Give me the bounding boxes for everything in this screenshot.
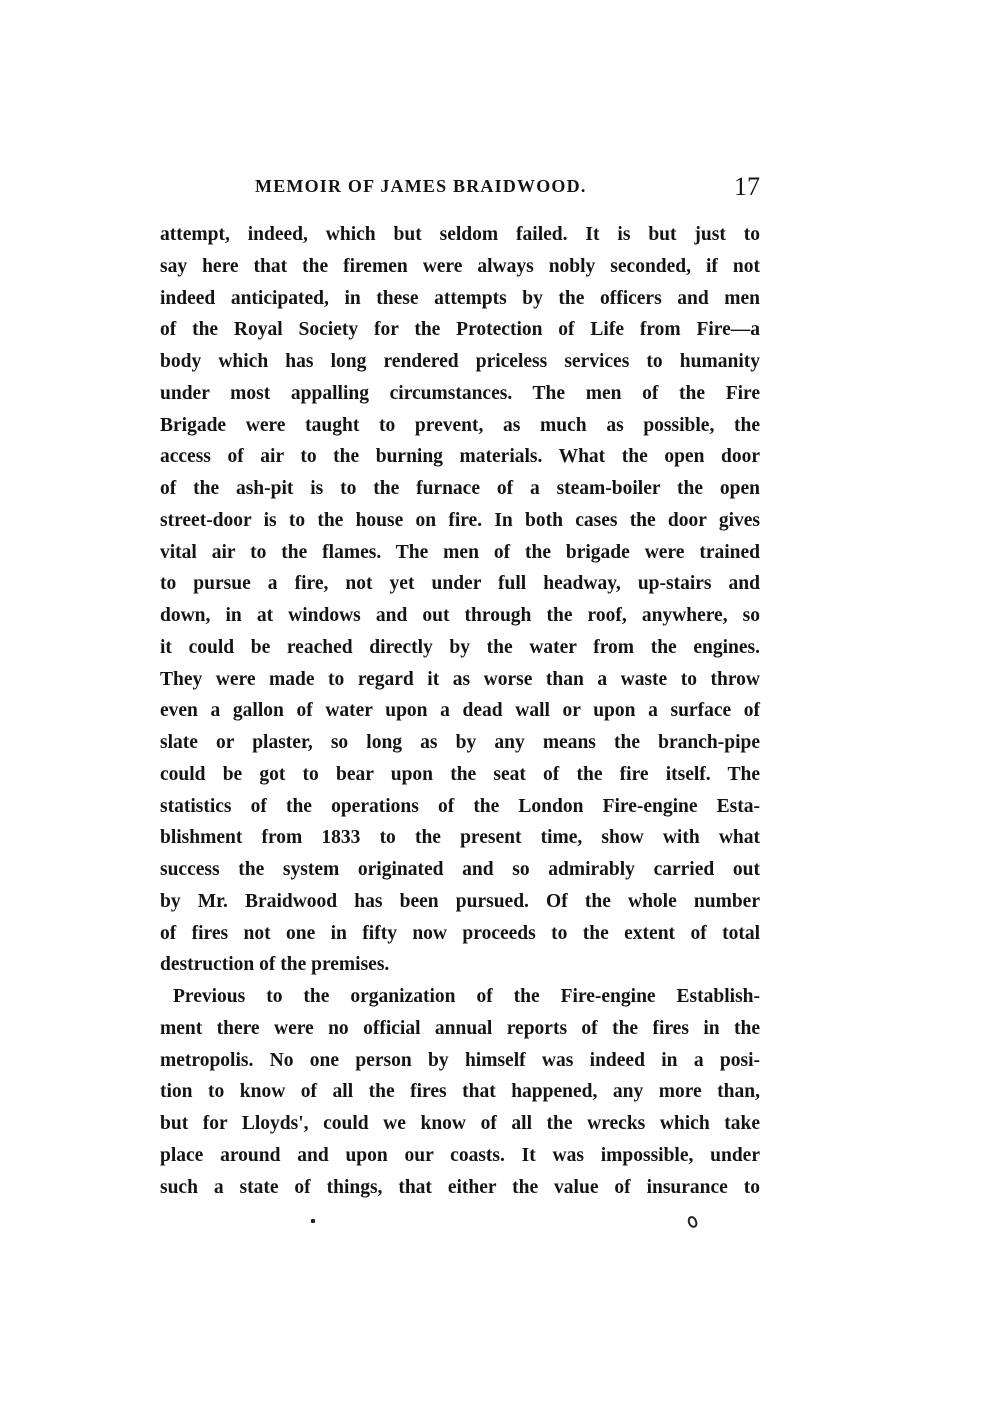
text-line: could be got to bear upon the seat of the fire itself. The	[160, 763, 760, 785]
paragraph-1	[160, 219, 760, 981]
running-title: MEMOIR OF JAMES BRAIDWOOD.	[255, 176, 587, 196]
text-line: of fires not one in fifty now proceeds to the extent of total	[160, 922, 760, 944]
text-line: metropolis. No one person by himself was indeed in a posi-	[160, 1049, 760, 1071]
ink-blot	[686, 1215, 699, 1229]
text-line: statistics of the operations of the London Fire-engine Esta-	[160, 795, 760, 817]
text-line: say here that the firemen were always nobly seconded, if not	[160, 255, 760, 277]
text-line: of the ash-pit is to the furnace of a steam-boiler the open	[160, 478, 760, 499]
text-line: but for Lloyds', could we know of all the wrecks which take	[160, 1113, 760, 1134]
text-line: slate or plaster, so long as by any means the branch-pipe	[160, 732, 760, 753]
ink-speck	[311, 1219, 315, 1223]
paragraph-2	[160, 981, 760, 1203]
text-line: under most appalling circumstances. The men of the Fire	[160, 382, 760, 404]
text-line: ment there were no official annual reports of the fires in the	[160, 1017, 760, 1039]
text-line: street-door is to the house on fire. In both cases the door gives	[160, 509, 760, 531]
text-line: indeed anticipated, in these attempts by the officers and men	[160, 287, 760, 309]
page-number: 17	[734, 172, 760, 201]
text-line: access of air to the burning materials. What the open door	[160, 446, 760, 468]
running-head	[255, 172, 760, 204]
text-line: body which has long rendered priceless services to humanity	[160, 351, 760, 372]
text-line: They were made to regard it as worse than a waste to throw	[160, 668, 760, 690]
body-text	[160, 219, 760, 1203]
text-line: of the Royal Society for the Protection of Life from Fire—a	[160, 319, 760, 341]
text-line: Previous to the organization of the Fire-engine Establish-	[173, 986, 760, 1007]
text-line: such a state of things, that either the value of insurance to	[160, 1176, 760, 1198]
text-line: Brigade were taught to prevent, as much as possible, the	[160, 414, 760, 436]
text-line: even a gallon of water upon a dead wall or upon a surface of	[160, 700, 760, 722]
text-line: place around and upon our coasts. It was impossible, under	[160, 1144, 760, 1166]
text-line: down, in at windows and out through the roof, anywhere, so	[160, 605, 760, 626]
text-line: destruction of the premises.	[160, 954, 390, 976]
text-line: attempt, indeed, which but seldom failed. It is but just to	[160, 224, 760, 245]
text-line: by Mr. Braidwood has been pursued. Of the whole number	[160, 890, 760, 912]
text-line: tion to know of all the fires that happened, any more than,	[160, 1081, 760, 1103]
text-line: success the system originated and so admirably carried out	[160, 859, 760, 880]
text-line: to pursue a fire, not yet under full headway, up-stairs and	[160, 573, 760, 595]
text-line: vital air to the flames. The men of the brigade were trained	[160, 541, 760, 563]
text-line: it could be reached directly by the water from the engines.	[160, 636, 760, 658]
text-line: blishment from 1833 to the present time, show with what	[160, 827, 760, 849]
